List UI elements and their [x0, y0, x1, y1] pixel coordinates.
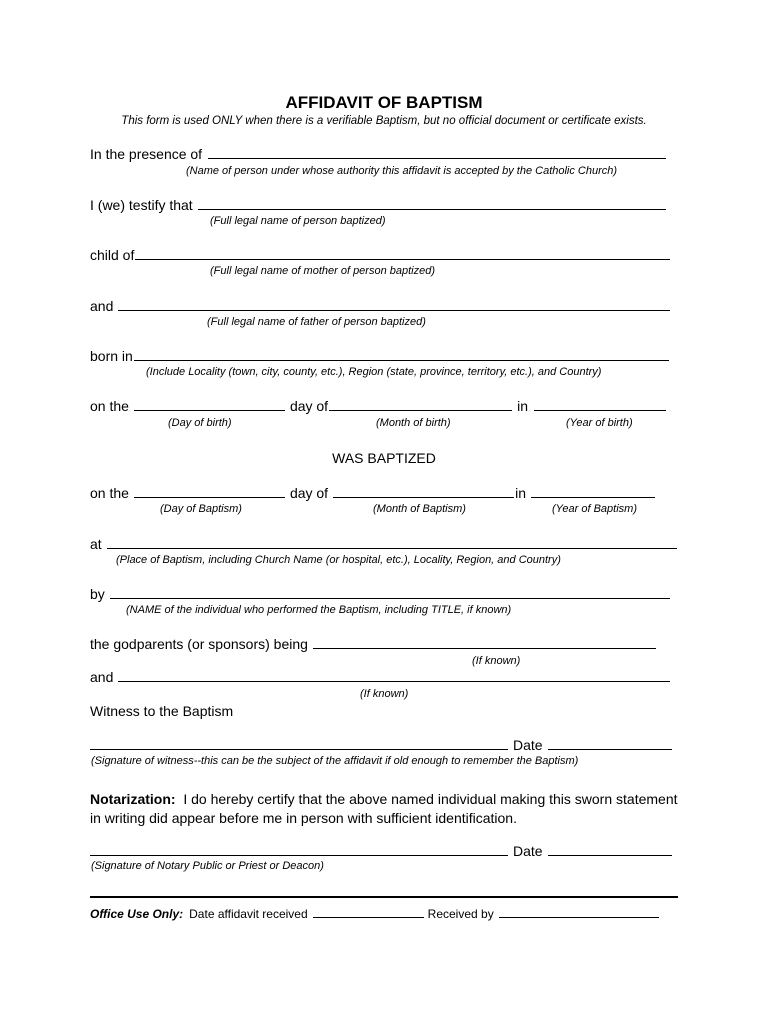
officiant-field[interactable]: [110, 586, 670, 599]
notary-signature-field[interactable]: [90, 843, 508, 856]
witness-signature-row: [90, 737, 672, 753]
baptism-day-hint: (Day of Baptism): [160, 503, 242, 515]
at-hint: (Place of Baptism, including Church Name (or hospital, etc.), Locality, Region, and Country): [116, 554, 561, 566]
date-received-field[interactable]: [313, 907, 424, 918]
birth-in-label: in: [517, 398, 528, 414]
godparent-1-hint: (If known): [472, 655, 521, 667]
baptism-year-hint: (Year of Baptism): [552, 503, 637, 515]
baptism-year-field[interactable]: [531, 485, 655, 498]
presence-hint: (Name of person under whose authority this affidavit is accepted by the Catholic Church): [186, 165, 618, 177]
notary-date-label: Date: [513, 843, 543, 859]
godparent-2-hint: (If known): [360, 688, 409, 700]
form-title: AFFIDAVIT OF BAPTISM: [285, 93, 483, 112]
child-of-row: [90, 247, 670, 263]
birth-month-hint: (Month of birth): [376, 417, 451, 429]
baptism-month-field[interactable]: [333, 485, 514, 498]
by-label: by: [90, 586, 105, 602]
father-hint: (Full legal name of father of person baptized): [207, 316, 426, 328]
father-name-field[interactable]: [118, 298, 670, 311]
form-subtitle: This form is used ONLY when there is a verifiable Baptism, but no official document or certificate exists.: [121, 115, 647, 127]
received-by-label: Received by: [427, 907, 494, 921]
child-of-label: child of: [90, 247, 135, 263]
by-row: [90, 586, 670, 602]
godparent-2-and-label: and: [90, 669, 114, 685]
by-hint: (NAME of the individual who performed the Baptism, including TITLE, if known): [126, 604, 512, 616]
birth-day-of-label: day of: [289, 398, 329, 414]
godparent-1-field[interactable]: [313, 636, 656, 649]
godparents-row: [90, 636, 656, 652]
born-in-hint: (Include Locality (town, city, county, etc.), Region (state, province, territory, etc.), and Country): [146, 366, 602, 378]
birth-on-label: on the: [90, 398, 129, 414]
testify-row: [90, 197, 666, 213]
baptism-on-label: on the: [90, 485, 129, 501]
baptized-name-field[interactable]: [198, 197, 666, 210]
office-divider: [90, 896, 678, 898]
at-label: at: [90, 536, 102, 552]
witness-date-field[interactable]: [548, 737, 672, 750]
notarization-text: I do hereby certify that the above named individual making this sworn statement in writing did appear before me in person with sufficient identification.: [90, 791, 678, 826]
testify-hint: (Full legal name of person baptized): [210, 215, 386, 227]
godparents-label: the godparents (or sponsors) being: [90, 636, 308, 652]
notarization-label: Notarization:: [90, 791, 176, 807]
notary-signature-row: [90, 843, 672, 859]
office-use-label: Office Use Only:: [90, 907, 184, 921]
witness-signature-field[interactable]: [90, 737, 508, 750]
godparent-2-field[interactable]: [118, 669, 670, 682]
birth-year-field[interactable]: [534, 398, 666, 411]
baptism-day-field[interactable]: [134, 485, 285, 498]
presence-row: [90, 146, 666, 162]
baptism-in-label: in: [515, 485, 526, 501]
birthplace-field[interactable]: [134, 348, 669, 361]
baptism-date-row: [90, 485, 655, 501]
child-of-hint: (Full legal name of mother of person baptized): [210, 265, 436, 277]
birth-day-field[interactable]: [134, 398, 285, 411]
baptism-place-field[interactable]: [107, 536, 677, 549]
received-by-field[interactable]: [499, 907, 659, 918]
birth-day-hint: (Day of birth): [168, 417, 232, 429]
witness-date-label: Date: [513, 737, 543, 753]
was-baptized-heading: WAS BAPTIZED: [332, 450, 436, 466]
baptism-month-hint: (Month of Baptism): [373, 503, 466, 515]
notary-hint: (Signature of Notary Public or Priest or Deacon): [91, 860, 324, 872]
notary-date-field[interactable]: [548, 843, 672, 856]
presence-label: In the presence of: [90, 146, 203, 162]
witness-heading: Witness to the Baptism: [90, 703, 234, 719]
date-received-label: Date affidavit received: [189, 907, 308, 921]
born-in-label: born in: [90, 348, 133, 364]
at-row: [90, 536, 677, 552]
birth-year-hint: (Year of birth): [566, 417, 633, 429]
notarization-paragraph: [90, 790, 690, 828]
office-use-row: [90, 907, 659, 921]
witness-hint: (Signature of witness--this can be the subject of the affidavit if old enough to remember the Baptism): [91, 755, 579, 767]
father-row: [90, 298, 670, 314]
born-in-row: [90, 348, 669, 364]
father-and-label: and: [90, 298, 114, 314]
mother-name-field[interactable]: [135, 247, 670, 260]
presence-field[interactable]: [208, 146, 666, 159]
baptism-day-of-label: day of: [289, 485, 329, 501]
godparent-2-row: [90, 669, 670, 685]
birth-month-field[interactable]: [329, 398, 512, 411]
testify-label: I (we) testify that: [90, 197, 193, 213]
birth-date-row: [90, 398, 666, 414]
